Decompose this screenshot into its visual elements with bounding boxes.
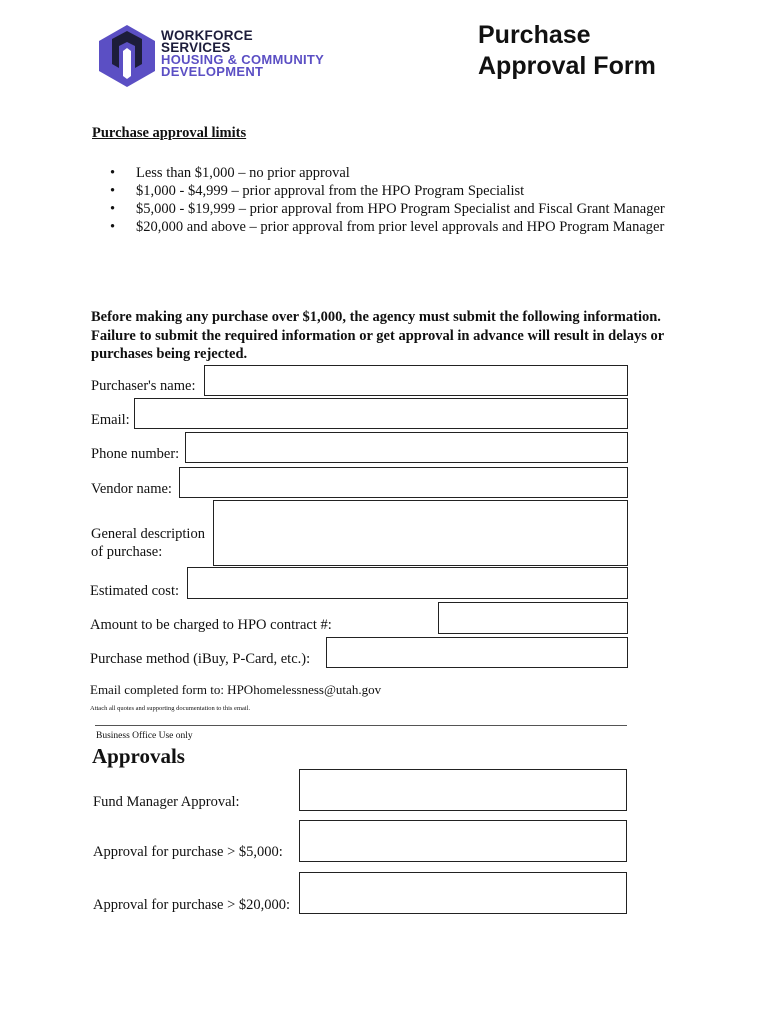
logo-line-3: HOUSING & COMMUNITY bbox=[161, 52, 325, 67]
contract-label: Amount to be charged to HPO contract #: bbox=[90, 617, 332, 633]
contract-field[interactable] bbox=[438, 602, 628, 634]
workforce-services-logo-icon bbox=[98, 24, 156, 88]
purchaser-name-label: Purchaser's name: bbox=[91, 378, 196, 394]
logo-line-1: WORKFORCE bbox=[161, 28, 253, 43]
list-item: • Less than $1,000 – no prior approval bbox=[110, 164, 710, 182]
estimated-cost-field[interactable] bbox=[187, 567, 628, 599]
method-field[interactable] bbox=[326, 637, 628, 668]
list-item: • $5,000 - $19,999 – prior approval from HPO Program Specialist and Fiscal Grant Manager bbox=[110, 200, 710, 218]
submission-email-text: Email completed form to: HPOhomelessness@utah.gov bbox=[90, 682, 382, 697]
logo-line-4: DEVELOPMENT bbox=[161, 64, 264, 79]
vendor-label: Vendor name: bbox=[91, 481, 172, 497]
vendor-field[interactable] bbox=[179, 467, 628, 498]
method-label: Purchase method (iBuy, P-Card, etc.): bbox=[90, 651, 311, 667]
phone-field[interactable] bbox=[185, 432, 628, 463]
description-field[interactable] bbox=[213, 500, 628, 566]
description-label-line-2: of purchase: bbox=[91, 544, 163, 560]
approvals-heading: Approvals bbox=[92, 744, 185, 768]
approval-over-5000-label: Approval for purchase > $5,000: bbox=[93, 844, 283, 860]
form-title-line-1: Purchase bbox=[478, 21, 591, 49]
list-item: • $1,000 - $4,999 – prior approval from the HPO Program Specialist bbox=[110, 182, 710, 200]
section-divider bbox=[95, 725, 627, 726]
approval-over-20000-field[interactable] bbox=[299, 872, 627, 914]
logo-line-2: SERVICES bbox=[161, 40, 231, 55]
limits-heading: Purchase approval limits bbox=[92, 125, 247, 141]
phone-label: Phone number: bbox=[91, 446, 180, 462]
form-title-line-2: Approval Form bbox=[478, 52, 656, 80]
fund-manager-label: Fund Manager Approval: bbox=[93, 794, 240, 810]
instructions-text: Before making any purchase over $1,000, the agency must submit the following information. Failure to submit the required information or get approval in advance will result in delays or purchases being rejected. bbox=[91, 309, 664, 362]
office-use-label: Business Office Use only bbox=[96, 731, 193, 741]
description-label bbox=[91, 525, 205, 561]
limits-list bbox=[110, 164, 710, 236]
approval-over-20000-label: Approval for purchase > $20,000: bbox=[93, 897, 291, 913]
email-field[interactable] bbox=[134, 398, 628, 429]
list-item: • $20,000 and above – prior approval from prior level approvals and HPO Program Manager bbox=[110, 218, 710, 236]
attachment-note: Attach all quotes and supporting documentation to this email. bbox=[90, 705, 251, 712]
approval-over-5000-field[interactable] bbox=[299, 820, 627, 862]
email-label: Email: bbox=[91, 412, 130, 428]
purchaser-name-field[interactable] bbox=[204, 365, 628, 396]
description-label-line-1: General description bbox=[91, 526, 205, 542]
fund-manager-approval-field[interactable] bbox=[299, 769, 627, 811]
agency-logo bbox=[98, 24, 328, 90]
form-title bbox=[478, 20, 678, 82]
estimated-cost-label: Estimated cost: bbox=[90, 583, 179, 599]
logo-wordmark bbox=[161, 30, 324, 78]
